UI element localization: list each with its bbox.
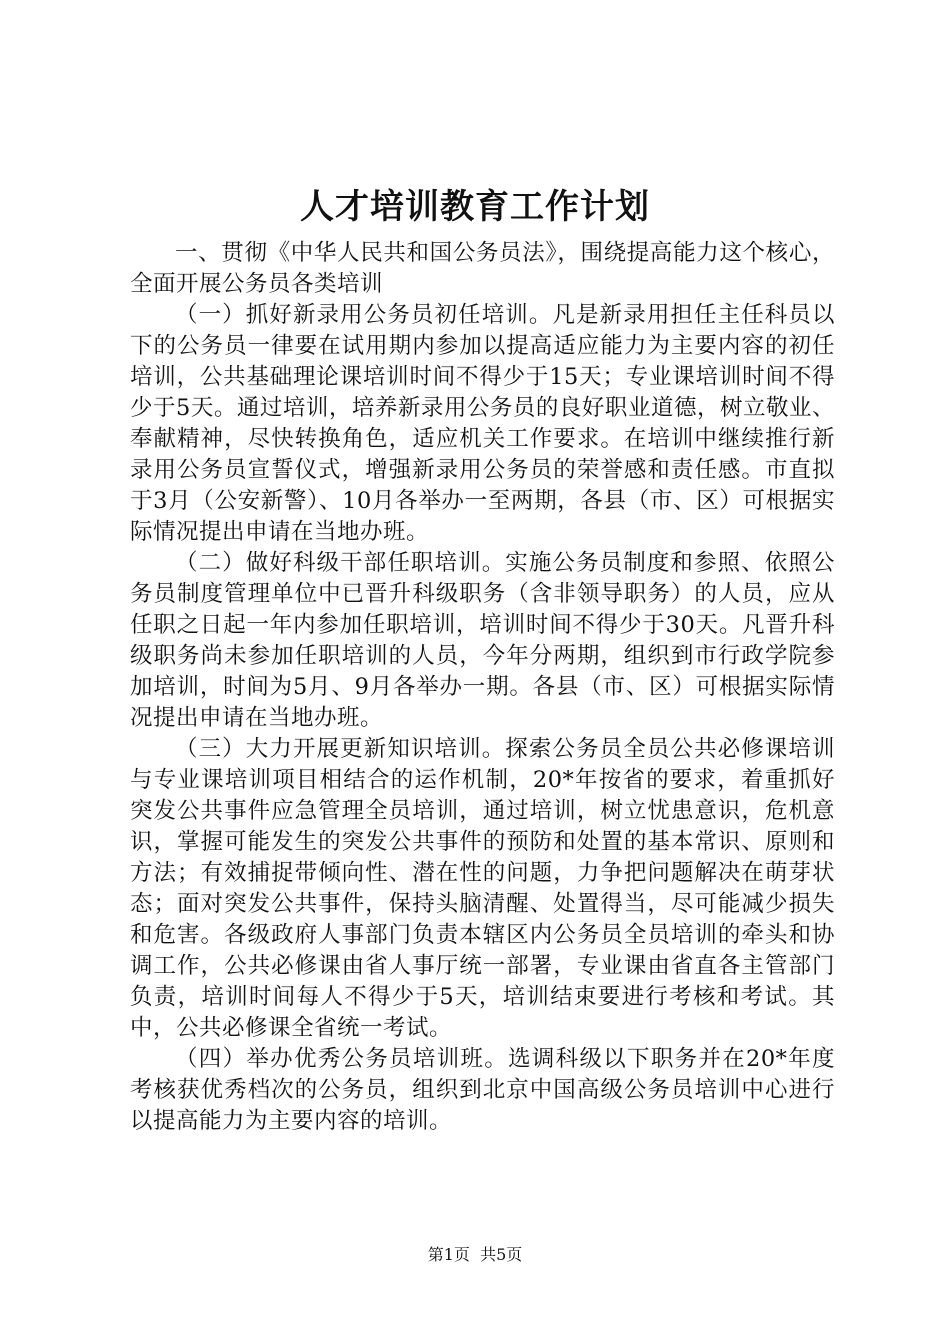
document-body bbox=[130, 238, 835, 1137]
page-footer bbox=[0, 1243, 950, 1267]
footer-spacer bbox=[470, 1245, 480, 1264]
paragraph-item-4: （四）举办优秀公务员培训班。选调科级以下职务并在20*年度考核获优秀档次的公务员，组织到北京中国高级公务员培训中心进行以提高能力为主要内容的培训。 bbox=[130, 1046, 835, 1134]
paragraph-item-1: （一）抓好新录用公务员初任培训。凡是新录用担任主任科员以下的公务员一律要在试用期内参加以提高适应能力为主要内容的初任培训，公共基础理论课培训时间不得少于15天；专业课培训时间不得少于5天。通过培训，培养新录用公务员的良好职业道德，树立敬业、奉献精神，尽快转换角色，适应机关工作要求。在培训中继续推行新录用公务员宣誓仪式，增强新录用公务员的荣誉感和责任感。市直拟于3月（公安新警）、10月各举办一至两期，各县（市、区）可根据实际情况提出申请在当地办班。 bbox=[130, 302, 835, 545]
page-number: 第1页 bbox=[427, 1245, 470, 1264]
paragraph-item-3: （三）大力开展更新知识培训。探索公务员全员公共必修课培训与专业课培训项目相结合的运作机制，20*年按省的要求，着重抓好突发公共事件应急管理全员培训，通过培训，树立忧患意识，危机意识，掌握可能发生的突发公共事件的预防和处置的基本常识、原则和方法；有效捕捉带倾向性、潜在性的问题，力争把问题解决在萌芽状态；面对突发公共事件，保持头脑清醒、处置得当，尽可能减少损失和危害。各级政府人事部门负责本辖区内公务员全员培训的牵头和协调工作，公共必修课由省人事厅统一部署，专业课由省直各主管部门负责，培训时间每人不得少于5天，培训结束要进行考核和考试。其中，公共必修课全省统一考试。 bbox=[130, 736, 835, 1041]
page-total: 共5页 bbox=[480, 1245, 523, 1264]
document-title: 人才培训教育工作计划 bbox=[300, 187, 650, 227]
paragraph-item-2: （二）做好科级干部任职培训。实施公务员制度和参照、依照公务员制度管理单位中已晋升科级职务（含非领导职务）的人员，应从任职之日起一年内参加任职培训，培训时间不得少于30天。凡晋升科级职务尚未参加任职培训的人员，今年分两期，组织到市行政学院参加培训，时间为5月、9月各举办一期。各县（市、区）可根据实际情况提出申请在当地办班。 bbox=[130, 550, 835, 731]
paragraph-section-1: 一、贯彻《中华人民共和国公务员法》，围绕提高能力这个核心，全面开展公务员各类培训 bbox=[130, 240, 835, 297]
